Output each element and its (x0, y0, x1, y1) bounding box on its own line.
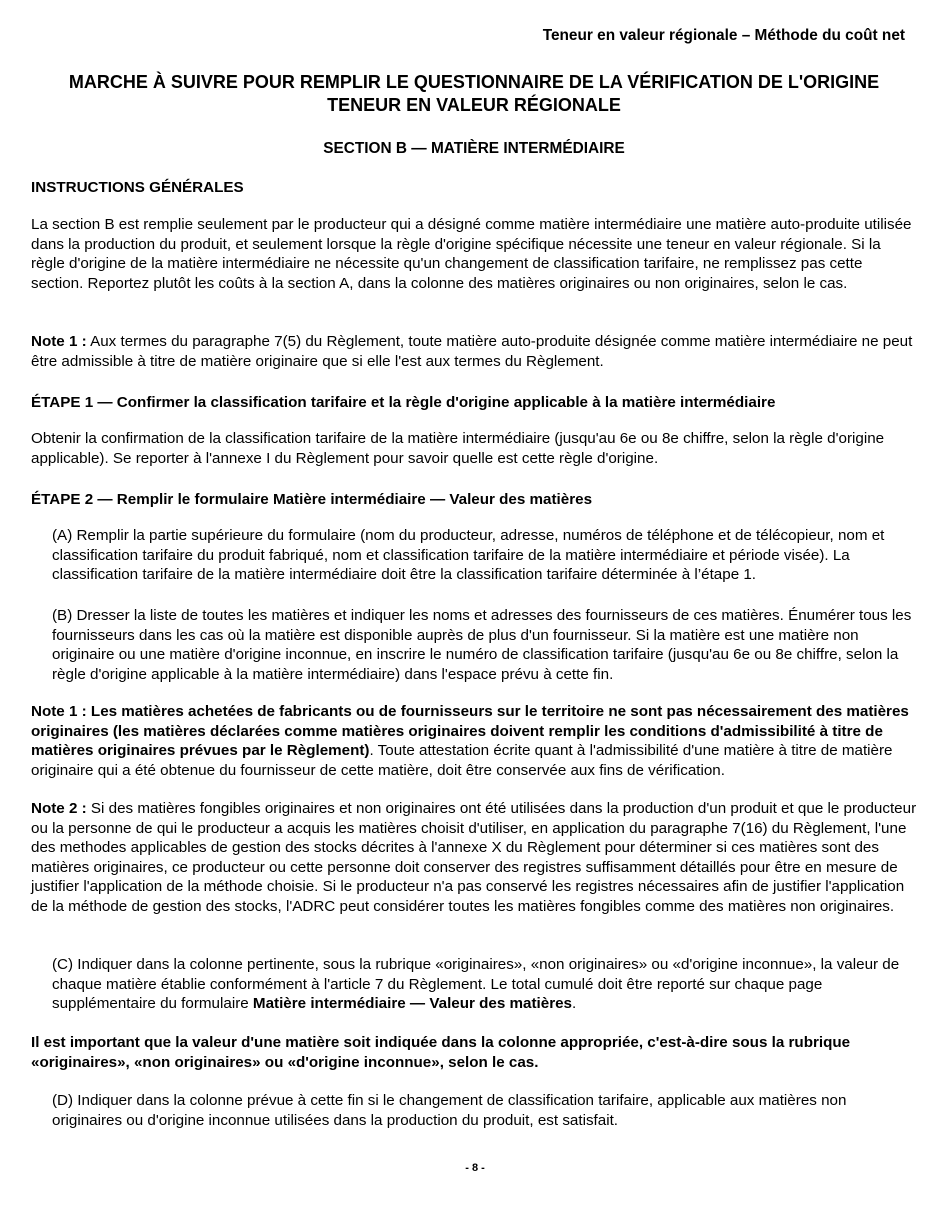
step-1-heading: ÉTAPE 1 — Confirmer la classification tarifaire et la règle d'origine applicable à la matière intermédiaire (31, 394, 776, 411)
section-title: SECTION B — MATIÈRE INTERMÉDIAIRE (323, 140, 625, 157)
step-1-paragraph: Obtenir la confirmation de la classification tarifaire de la matière intermédiaire (jusqu'au 6e ou 8e chiffre, selon la règle d'origine applicable). Se reporter à l'annexe I du Règlement pour savoir quelle est cette règle d'origine. (31, 430, 885, 467)
title-line-2: TENEUR EN VALEUR RÉGIONALE (327, 95, 621, 115)
general-heading: INSTRUCTIONS GÉNÉRALES (31, 179, 244, 196)
step-2-item-d: (D) Indiquer dans la colonne prévue à cette fin si le changement de classification tarifaire, applicable aux matières non originaires ou d'origine inconnue utilisées dans la production du produit, est satisfait. (52, 1092, 847, 1129)
step-2-item-c (52, 955, 917, 1014)
title-line-1: MARCHE À SUIVRE POUR REMPLIR LE QUESTIONNAIRE DE LA VÉRIFICATION DE L'ORIGINE (68, 72, 880, 92)
page-title (31, 71, 917, 117)
general-note-1 (31, 332, 917, 371)
step-2-item-a: (A) Remplir la partie supérieure du formulaire (nom du producteur, adresse, numéros de téléphone et de télécopieur, nom et classification tarifaire du produit fabriqué, nom et classification tarifaire de la matière intermédiaire et période visée). La classification tarifaire de la matière intermédiaire doit être la classification tarifaire déterminée à l’étape 1. (52, 527, 885, 583)
general-paragraph: La section B est remplie seulement par le producteur qui a désigné comme matière intermédiaire une matière auto-produite utilisée dans la production du produit, et seulement lorsque la règle d'origine spécifique nécessite une teneur en valeur régionale. Si la règle d'origine de la matière intermédiaire ne nécessite qu'un changement de classification tarifaire, ne remplissez pas cette section. Reportez plutôt les coûts à la section A, dans la colonne des matières originaires ou non originaires, selon le cas. (31, 216, 912, 292)
note-text: Si des matières fongibles originaires et non originaires ont été utilisées dans la production d'un produit et que le producteur ou la personne de qui le producteur a acquis les matières choisit d'utiliser, en application du paragraphe 7(16) du Règlement, l'une des methodes applicables de gestion des stocks décrites à l'annexe X du Règlement pour déterminer si ces matières sont des matières originaires, ce producteur ou cette personne doit conserver des registres suffisamment détaillés pour être en mesure de justifier l'application de la méthode choisie. Si le producteur n'a pas conservé les registres nécessaires afin de justifier l'application de la méthode de gestion des stocks, l'ADRC peut considérer toutes les matières fongibles comme des matières non originaires. (31, 800, 917, 915)
note-text: . Toute attestation écrite quant à l'admissibilité d'une matière à titre de matière originaire qui a été obtenue du fournisseur de cette matière, doit être conservée aux fins de vérification. (31, 742, 893, 779)
item-c-form-name: Matière intermédiaire — Valeur des matières (252, 995, 573, 1012)
step-2-item-b: (B) Dresser la liste de toutes les matières et indiquer les noms et adresses des fournisseurs de ces matières. Énumérer tous les fournisseurs dans les cas où la matière est disponible auprès de plus d'un fournisseur. Si la matière est une matière non originaire ou une matière d'origine inconnue, en inscrire le numéro de classification tarifaire (jusqu'au 6e ou 8e chiffre, selon la règle d'origine applicable à la matière intermédiaire) dans l'espace prévu à cette fin. (52, 607, 912, 683)
note-text: Aux termes du paragraphe 7(5) du Règlement, toute matière auto-produite désignée comme matière intermédiaire ne peut être admissible à titre de matière originaire que si elle l'est aux termes du Règlement. (31, 333, 913, 370)
step-2-note-2 (31, 799, 917, 916)
note-label: Note 2 : (31, 800, 87, 817)
item-c-end: . (572, 995, 577, 1012)
page-number: - 8 - (465, 1162, 485, 1174)
note-bold-text: Note 1 : Les matières achetées de fabricants ou de fournisseurs sur le territoire ne sont pas nécessairement des matières originaires (les matières déclarées comme matières originaires doivent remplir les conditions d'admissibilité à titre de matières originaires prévues par le Règlement) (31, 703, 909, 759)
item-c-text: (C) Indiquer dans la colonne pertinente, sous la rubrique «originaires», «non originaires» ou «d'origine inconnue», la valeur de chaque matière établie conformément à l'article 7 du Règlement. Le total cumulé doit être reporté sur chaque page supplémentaire du formulaire (52, 956, 900, 1012)
note-label: Note 1 : (31, 333, 87, 350)
important-notice: Il est important que la valeur d'une matière soit indiquée dans la colonne appropriée, c'est-à-dire sous la rubrique «originaires», «non originaires» ou «d'origine inconnue», selon le cas. (31, 1034, 851, 1071)
step-2-note-1 (31, 702, 917, 780)
step-2-heading: ÉTAPE 2 — Remplir le formulaire Matière intermédiaire — Valeur des matières (31, 491, 593, 508)
running-header: Teneur en valeur régionale – Méthode du coût net (542, 27, 905, 44)
